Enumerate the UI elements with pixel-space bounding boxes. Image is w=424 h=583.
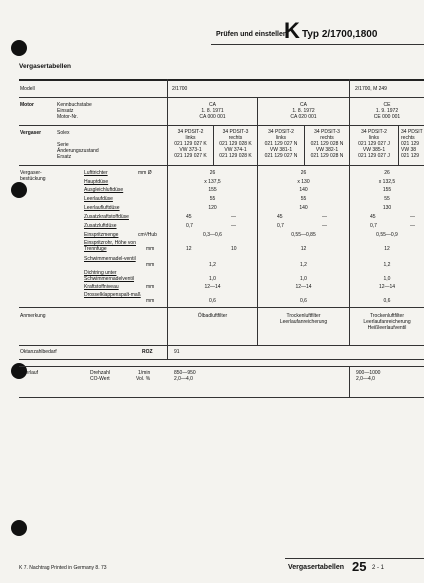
item-label: Kraftstoffniveau: [84, 284, 119, 290]
item-label: Einspritzrohr, Höhe von Trennfuge: [84, 240, 136, 252]
motor-c1: 1. 8. 1971: [201, 108, 224, 114]
leerlauf-c3: 900—1000: [356, 370, 381, 376]
row-label-motor: Motor: [20, 102, 34, 108]
carb-c3-rechts: 34 PDSIT rechts 021 129 VW 38 021 129: [401, 129, 423, 159]
row-label-bestueckung: Vergaser- bestückung: [20, 170, 46, 182]
item-label: Einspritzmenge: [84, 232, 119, 238]
item-unit: mm: [146, 284, 155, 290]
item-unit: mm: [146, 262, 155, 268]
carb-c1-links: 34 PDSIT-2 links 021 129 027 K VW 373-1 021 129 027 K: [174, 129, 207, 159]
binder-hole: [11, 40, 27, 56]
binder-hole: [11, 182, 27, 198]
page-number: 25: [352, 559, 367, 574]
item-unit: mm Ø: [138, 170, 152, 176]
item-label: Zusatzluftdüse: [84, 223, 117, 229]
row-label-oktan: Oktanzahlbedarf: [20, 349, 57, 355]
item-label: Lufttrichter: [84, 170, 108, 176]
vergaser-sublabel: Änderungszustand: [57, 148, 99, 154]
anmerkung-c2: Trockenluftfilter Leerlaufanreicherung: [279, 313, 328, 325]
item-label: Leerlaufluftdüse: [84, 205, 120, 211]
header-letter: K: [284, 18, 300, 43]
motor-c1: CA 000 001: [199, 114, 226, 120]
header-prefix: Prüfen und einstellen: [216, 31, 288, 38]
leerlauf-c1: 850—950: [174, 370, 196, 376]
motor-c3: CE 000 001: [373, 114, 401, 120]
modell-c1: 2/1700: [172, 86, 188, 92]
carb-c1-rechts: 34 PDSIT-3 rechts 021 129 028 K VW 374-1 021 129 028 K: [219, 129, 252, 159]
header-rule: [211, 44, 424, 45]
carb-c2-links: 34 PDSIT-2 links 021 129 027 N VW 381-1 021 129 027 N: [264, 129, 298, 159]
item-unit: mm: [146, 298, 155, 304]
binder-hole: [11, 520, 27, 536]
header-model: Typ 2/1700,1800: [302, 29, 378, 40]
motor-c2: 1. 8. 1972: [292, 108, 315, 114]
row-label-vergaser: Vergaser: [20, 130, 42, 136]
oktan-c1: 91: [174, 349, 180, 355]
row-label-anmerkung: Anmerkung: [20, 313, 46, 319]
carb-c2-rechts: 34 PDSIT-3 rechts 021 129 028 N VW 382-1 021 129 028 N: [310, 129, 344, 159]
row-label-leerlauf: Leerlauf: [20, 370, 39, 376]
motor-c1: CA: [209, 102, 216, 108]
anmerkung-c3: Trockenluftfilter Leerlaufanreicherung Heißleerlaufventil: [363, 313, 411, 331]
item-label: Leerlaufdüse: [84, 196, 113, 202]
leerlauf-unit: Vol. %: [136, 376, 151, 382]
vergaser-sublabel: Serie: [57, 142, 69, 148]
item-label: Schwimmernadel-ventil: [84, 256, 136, 262]
item-label: Dichtring unter Schwimmernadelventil: [84, 270, 135, 282]
item-label: Zusatzkraftstoffdüse: [84, 214, 129, 220]
document-page: Prüfen und einstellen K Typ 2/1700,1800 Vergasertabellen Modell 2/1700 2/1700, M 249 Motor Kennbuchstabe Einsatz Motor-Nr. CA 1. 8. 1971 CA 000 001 CA 1. 8. 1972 CA 020 001 CE 1. 9. 1972 CE 000 001 Vergaser Solex Serie Änderungszustand Ersatz 34 PDSIT-2 links 021 129 027 K VW 373-1 021 129 027 K 34 PDSIT-3 rechts 021 129 028 K VW 374-1 021 129 028 K 34 PDSIT-2 links 021 129 027 N VW 381-1 021 129 027 N 34 PDSIT-3 rechts 021 129 028 N VW 382-1 021 129 028 N 34 PDSIT-2 links 021 129 027 J VW 385-1 021 129 027 J 34 PDSIT rechts 021 129 VW 38 021 129 Vergaser- bestückung Lufttrichter mm Ø 26 26 26 Hauptdüse x 137,5 x 130 x 132,5 Ausgleichluftdüse 155 140 155 Leerlaufdüse 55 55 55 Leerlaufluftdüse 120 140 130 Zusatzkraftstoffdüse 45 — 45 — 45 — Zusatzluftdüse 0,7 — 0,7 — 0,7 — Einspritzmenge cm³/Hub 0,3—0,6 0,55—0,85 0,55—0,9 Einspritzrohr, Höhe von Trennfuge mm 12 10 12 12 Schwimmernadel-ventil mm 1,2 1,2 1,2 Dichtring unter Schwimmernadelventil 1,0 1,0 1,0 Kraftstoffniveau mm 12—14 12—14 12—14 Drosselklappenspalt-maß mm 0,6 0,6 0,6 Anmerkung Ölbadluftfilter Trockenluftfilter Leerlaufanreicherung Trockenluftfilter Leerlaufanreicherung Heißleerlaufventil Oktanzahlbedarf ROZ 91 Leerlauf Drehzahl CO-Wert 1/min Vol. % 850—950 2,0—4,0 900—1000 2,0—4,0 K 7. Nachtrag Printed in Germany 8. 73 Vergasertabellen 25 2 - 1: [0, 0, 424, 583]
row-label-modell: Modell: [20, 86, 35, 92]
motor-sublabel: Kennbuchstabe: [57, 102, 92, 108]
motor-c3: CE: [383, 102, 391, 108]
motor-c2: CA 020 001: [290, 114, 317, 120]
motor-sublabel: Einsatz: [57, 108, 74, 114]
vergaser-sublabel: Ersatz: [57, 154, 72, 160]
section-title: Vergasertabellen: [19, 63, 72, 70]
leerlauf-c1: 2,0—4,0: [174, 376, 193, 382]
leerlauf-c3: 2,0—4,0: [356, 376, 375, 382]
item-label: Hauptdüse: [84, 179, 109, 185]
carb-c3-links: 34 PDSIT-2 links 021 129 027 J VW 385-1 021 129 027 J: [358, 129, 390, 159]
leerlauf-sublabel: CO-Wert: [90, 376, 110, 382]
item-unit: mm: [146, 246, 155, 252]
leerlauf-unit: 1/min: [138, 370, 151, 376]
table-top-rule: [19, 79, 424, 81]
footer-title: Vergasertabellen: [288, 564, 345, 571]
item-label: Drosselklappenspalt-maß: [84, 292, 141, 298]
footer-note: K 7. Nachtrag Printed in Germany 8. 73: [19, 565, 107, 571]
page-sub: 2 - 1: [372, 565, 385, 571]
leerlauf-sublabel: Drehzahl: [90, 370, 111, 376]
oktan-unit: ROZ: [142, 349, 153, 355]
anmerkung-c1: Ölbadluftfilter: [197, 313, 228, 319]
item-unit: cm³/Hub: [138, 232, 157, 238]
motor-sublabel: Motor-Nr.: [57, 114, 78, 120]
motor-c3: 1. 9. 1972: [375, 108, 399, 114]
item-label: Ausgleichluftdüse: [84, 187, 124, 193]
vergaser-sublabel: Solex: [57, 130, 70, 136]
motor-c2: CA: [300, 102, 307, 108]
modell-c3: 2/1700, M 249: [355, 86, 387, 92]
